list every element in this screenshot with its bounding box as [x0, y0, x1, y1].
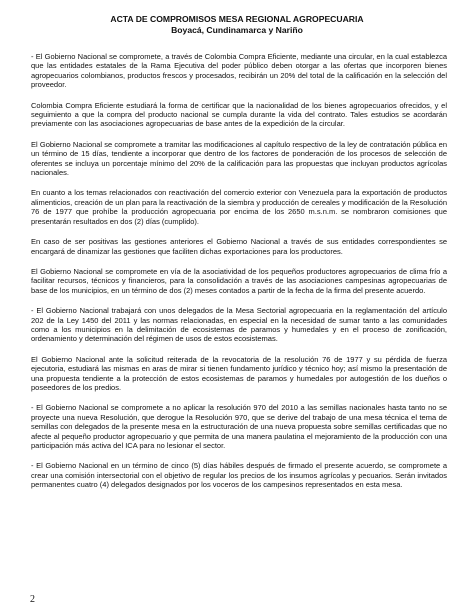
paragraph-exportaciones: En caso de ser positivas las gestiones anteriores el Gobierno Nacional a través de sus entidades correspondientes se encargará de dinamizar las gestiones que faciliten dichas exportaciones para los productores. [31, 237, 447, 256]
paragraph-colombia-compra-circular: - El Gobierno Nacional se compromete, a través de Colombia Compra Eficiente, mediante una circular, en la cual establezca que las entidades estatales de la Rama Ejecutiva del poder público deben otorgar a las ofertas que incorporen bienes agropecuarios colombianos, productos frescos y procesados, recibirán un 20% del total de la calificación en la selección del proveedor. [31, 52, 447, 90]
paragraph-resolucion-970: - El Gobierno Nacional se compromete a no aplicar la resolución 970 del 2010 a las semillas nacionales hasta tanto no se proyecte una nueva Resolución, que derogue la Resolución 970, que se derive del trabajo de una mesa técnica el tema de semillas con delegados de la presente mesa en la estructuración de una nueva propuesta sobre semillas certificadas que no afecte al pequeño productor agropecuario y que permita de una manera paulatina el mejoramiento de la producción con una participación más activa del ICA para no lesionar el sector. [31, 403, 447, 450]
document-body [31, 52, 447, 501]
paragraph-certificacion-nacionalidad: Colombia Compra Eficiente estudiará la forma de certificar que la nacionalidad de los bienes agropecuarios ofrecidos, y el seguimiento a que la compra del producto nacional se cumpla durante la vida del contrato. Tales estudios se acordarán previamente con las asociaciones agropecuarias de base antes de la expedición de la circular. [31, 100, 447, 129]
paragraph-asociatividad: El Gobierno Nacional se compromete en vía de la asociatividad de los pequeños productores agropecuarios de clima frío a facilitar recursos, técnicos y financieros, para la consolidación a través de las asociaciones campesinas agropecuarias de base de los municipios, en un término de dos (2) meses contados a partir de la fecha de la firma del presente acuerdo. [31, 266, 447, 295]
paragraph-ley-contratacion: El Gobierno Nacional se compromete a tramitar las modificaciones al capítulo respectivo de la ley de contratación pública en un término de 15 días, tendiente a incorporar que dentro de los factores de ponderación de los procesos de selección de oferentes se incluya un porcentaje mínimo del 20% de la calificación para las propuestas que incluyan productos agrícolas nacionales. [31, 139, 447, 178]
paragraph-comercio-venezuela: En cuanto a los temas relacionados con reactivación del comercio exterior con Venezuela para la exportación de productos alimenticios, creación de un plan para la reactivación de la siembra y producción de cereales y modificación de la Resolución 76 de 1977 que prohíbe la producción agropecuaria por encima de los 2650 m.s.n.m. se nombraron comisiones que presentarán resultados en dos (2) días (cumplido). [31, 188, 447, 226]
document-title [0, 14, 474, 36]
title-line-1: ACTA DE COMPROMISOS MESA REGIONAL AGROPECUARIA [110, 14, 364, 24]
paragraph-comision-insumos: - El Gobierno Nacional en un término de cinco (5) días hábiles después de firmado el presente acuerdo, se compromete a crear una comisión intersectorial con el objetivo de regular los precios de los insumos agrícolas y pecuarios. Serán invitados permanentes cuatro (4) delegados designados por los voceros de los campesinos representados en esta mesa. [31, 461, 447, 490]
title-line-2: Boyacá, Cundinamarca y Nariño [171, 25, 303, 35]
paragraph-resolucion-76: El Gobierno Nacional ante la solicitud reiterada de la revocatoria de la resolución 76 de 1977 y su pérdida de fuerza ejecutoria, estudiará las mismas en aras de mirar si tienen fundamento jurídico y técnico hoy; así mismo la presentación de una propuesta tendiente a la protección de estos ecosistemas de paramos y humedales por autogestión de los dueños o poseedores de los predios. [31, 354, 447, 392]
paragraph-ley-1450: - El Gobierno Nacional trabajará con unos delegados de la Mesa Sectorial agropecuaria en la reglamentación del artículo 202 de la Ley 1450 del 2011 y las normas relacionadas, en especial en la necesidad de sumar tanto a las comunidades como a los municipios en la delimitación de ecosistemas de paramos y humedales y en el proceso de zonificación, ordenamiento y determinación del régimen de usos de estos ecosistemas. [31, 306, 447, 344]
page-number: 2 [30, 594, 35, 605]
